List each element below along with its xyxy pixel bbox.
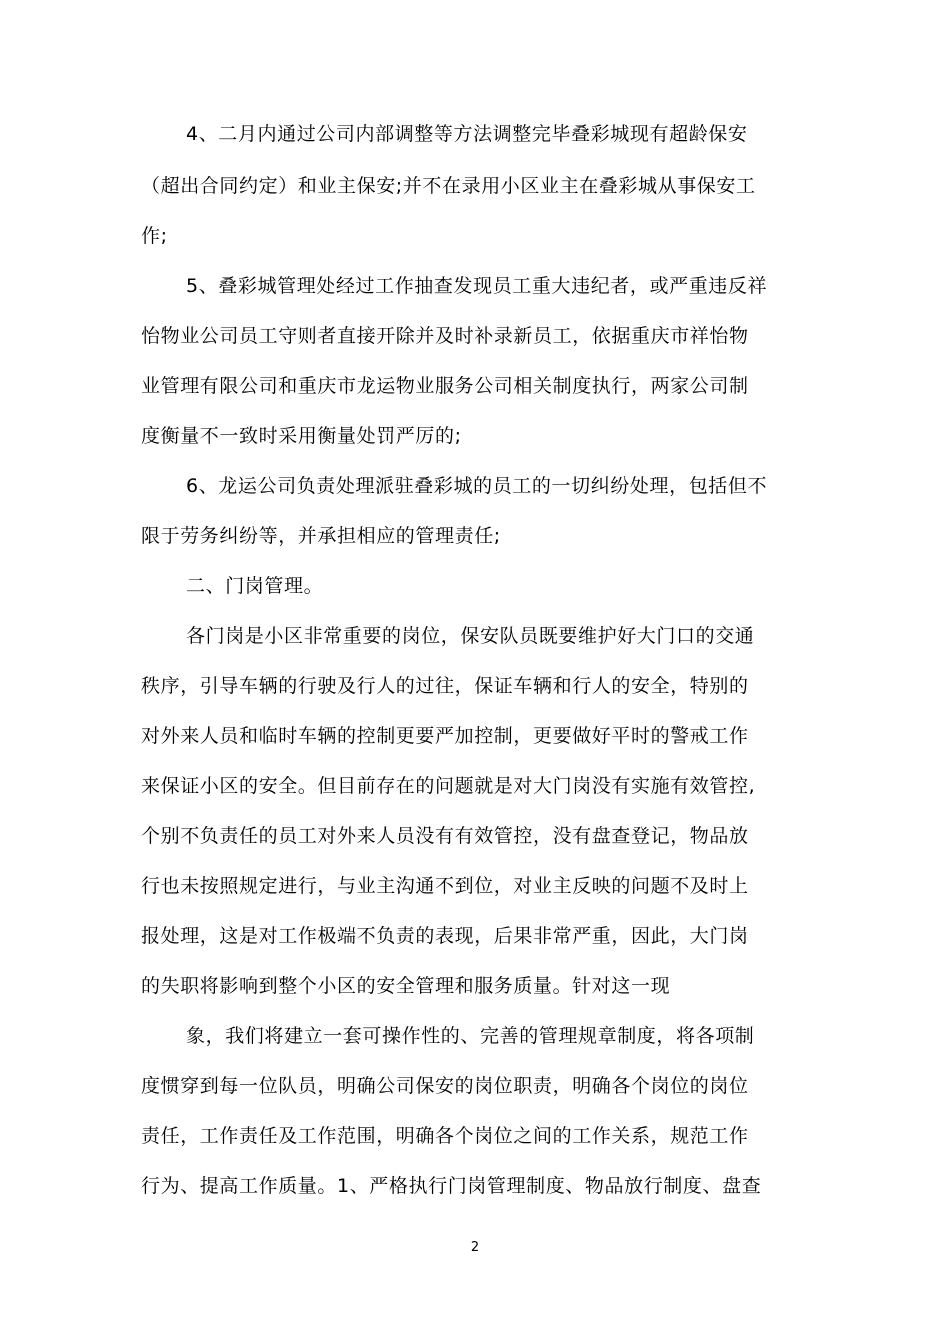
text-line: （超出合同约定）和业主保安;并不在录用小区业主在叠彩城从事保安工 — [141, 175, 756, 197]
page-number: 2 — [470, 1240, 480, 1255]
text-line: 度衡量不一致时采用衡量处罚严厉的; — [141, 425, 462, 447]
text-line: 行为、提高工作质量。1、严格执行门岗管理制度、物品放行制度、盘查 — [141, 1175, 762, 1197]
text-line: 责任，工作责任及工作范围，明确各个岗位之间的工作关系，规范工作 — [141, 1125, 749, 1147]
text-line: 限于劳务纠纷等，并承担相应的管理责任; — [141, 525, 501, 547]
text-line: 各门岗是小区非常重要的岗位，保安队员既要维护好大门口的交通 — [186, 625, 755, 647]
text-line: 4、二月内通过公司内部调整等方法调整完毕叠彩城现有超龄保安 — [186, 123, 748, 145]
text-line: 象，我们将建立一套可操作性的、完善的管理规章制度，将各项制 — [186, 1025, 755, 1047]
text-line: 度惯穿到每一位队员，明确公司保安的岗位职责，明确各个岗位的岗位 — [141, 1075, 749, 1097]
text-line: 5、叠彩城管理处经过工作抽查发现员工重大违纪者，或严重违反祥 — [186, 275, 768, 297]
text-line: 对外来人员和临时车辆的控制更要严加控制，更要做好平时的警戒工作 — [141, 725, 749, 747]
text-line: 作; — [141, 225, 168, 247]
text-line: 行也未按照规定进行，与业主沟通不到位，对业主反映的问题不及时上 — [141, 875, 749, 897]
text-line: 秩序，引导车辆的行驶及行人的过往，保证车辆和行人的安全，特别的 — [141, 675, 749, 697]
text-line: 报处理，这是对工作极端不负责的表现，后果非常严重，因此，大门岗 — [141, 925, 749, 947]
text-line: 业管理有限公司和重庆市龙运物业服务公司相关制度执行，两家公司制 — [141, 375, 749, 397]
text-line: 的失职将影响到整个小区的安全管理和服务质量。针对这一现 — [141, 975, 671, 997]
text-line: 6、龙运公司负责处理派驻叠彩城的员工的一切纠纷处理，包括但不 — [186, 475, 768, 497]
text-line: 个别不负责任的员工对外来人员没有有效管控，没有盘查登记，物品放 — [141, 825, 749, 847]
section-heading: 二、门岗管理。 — [186, 575, 324, 597]
text-line: 怡物业公司员工守则者直接开除并及时补录新员工，依据重庆市祥怡物 — [141, 325, 749, 347]
text-line: 来保证小区的安全。但目前存在的问题就是对大门岗没有实施有效管控, — [141, 775, 756, 797]
